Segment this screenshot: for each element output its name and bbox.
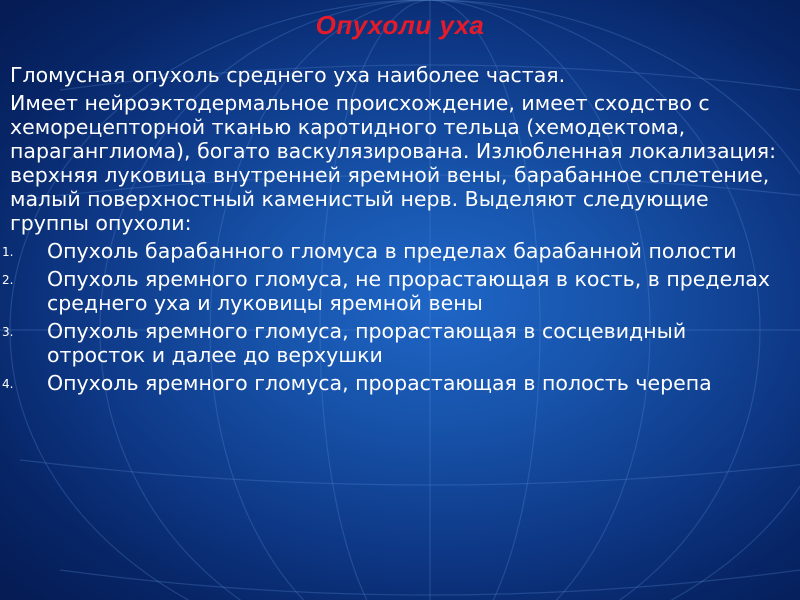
list-item (2, 371, 790, 395)
tumor-groups-list (2, 239, 790, 395)
list-marker: 2. (2, 273, 14, 287)
list-marker: 1. (2, 245, 14, 259)
list-item-text: Опухоль яремного гломуса, прорастающая в полость черепа (47, 371, 712, 395)
list-item (2, 239, 790, 263)
list-item (2, 267, 790, 315)
list-marker: 3. (2, 325, 14, 339)
list-item-text: Опухоль яремного гломуса, прорастающая в сосцевидный отросток и далее до верхушки (47, 319, 687, 367)
list-item-text: Опухоль барабанного гломуса в пределах барабанной полости (47, 239, 737, 263)
description-paragraph: Имеет нейроэктодермальное происхождение, имеет сходство с хеморецепторной тканью каротидного тельца (хемодектома, параганглиома), богато васкулязирована. Излюбленная локализация: верхняя луковица внутренней яремной вены, барабанное сплетение, малый поверхностный каменистый нерв. Выделяют следующие группы опухоли: (10, 91, 777, 235)
intro-line: Гломусная опухоль среднего уха наиболее частая. (10, 63, 566, 87)
list-marker: 4. (2, 377, 14, 391)
slide-title: Опухоли уха (315, 10, 485, 40)
slide-body (2, 63, 790, 399)
list-item-text: Опухоль яремного гломуса, не прорастающая в кость, в пределах среднего уха и луковицы яремной вены (47, 267, 770, 315)
list-item (2, 319, 790, 367)
